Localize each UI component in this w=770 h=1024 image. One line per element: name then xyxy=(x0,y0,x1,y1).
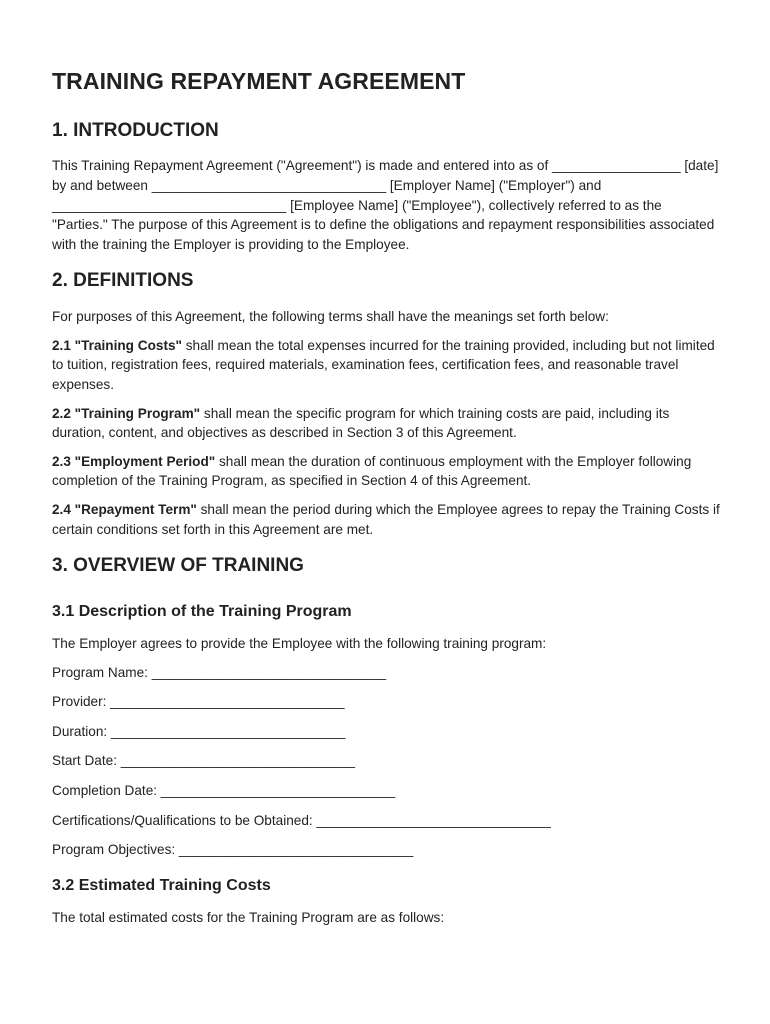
section-overview xyxy=(52,555,720,928)
definition-text: shall mean the duration of continuous employment with the Employer following completion of the Training Program, as specified in Section 4 of this Agreement. xyxy=(52,453,692,489)
section-definitions xyxy=(52,270,720,539)
definition-term: 2.3 "Employment Period" xyxy=(52,453,216,469)
paragraph: This Training Repayment Agreement ("Agreement") is made and entered into as of _________________ [date] by and between _______________________________ [Employer Name] ("Employer") and _______________________________ [Employee Name] ("Employee"), collectively referred to as the "Parties." The purpose of this Agreement is to define the obligations and repayment responsibilities associated with the training the Employer is providing to the Employee. xyxy=(52,158,719,252)
section-heading: 1. INTRODUCTION xyxy=(52,119,219,141)
section-heading: 2. DEFINITIONS xyxy=(52,270,194,292)
form-field-certifications: Certifications/Qualifications to be Obtained: _______________________________ xyxy=(52,812,551,828)
definition-text: shall mean the specific program for which training costs are paid, including its duration, content, and objectives as described in Section 3 of this Agreement. xyxy=(52,405,670,441)
form-field-program-name: Program Name: _______________________________ xyxy=(52,664,387,680)
definition-item xyxy=(52,404,720,443)
definition-text: shall mean the total expenses incurred for the training provided, including but not limited to tuition, registration fees, required materials, examination fees, certification fees, and reasonable travel expenses. xyxy=(52,337,715,392)
form-field-completion-date: Completion Date: _______________________________ xyxy=(52,783,396,799)
definition-term: 2.2 "Training Program" xyxy=(52,405,201,421)
document-page xyxy=(52,68,720,944)
definition-item xyxy=(52,500,720,539)
form-field-start-date: Start Date: _______________________________ xyxy=(52,753,356,769)
definition-term: 2.1 "Training Costs" xyxy=(52,337,182,353)
form-field-program-objectives: Program Objectives: _______________________________ xyxy=(52,842,414,858)
definition-item xyxy=(52,336,720,395)
paragraph: The total estimated costs for the Training Program are as follows: xyxy=(52,910,445,926)
definition-text: shall mean the period during which the Employee agrees to repay the Training Costs if certain conditions set forth in this Agreement are met. xyxy=(52,501,720,537)
paragraph: For purposes of this Agreement, the following terms shall have the meanings set forth below: xyxy=(52,309,609,325)
paragraph: The Employer agrees to provide the Employee with the following training program: xyxy=(52,636,547,652)
subsection-heading: 3.2 Estimated Training Costs xyxy=(52,876,271,894)
definition-term: 2.4 "Repayment Term" xyxy=(52,501,197,517)
form-field-duration: Duration: _______________________________ xyxy=(52,723,346,739)
subsection-heading: 3.1 Description of the Training Program xyxy=(52,602,352,620)
section-heading: 3. OVERVIEW OF TRAINING xyxy=(52,555,304,577)
form-field-provider: Provider: _______________________________ xyxy=(52,694,345,710)
document-title: TRAINING REPAYMENT AGREEMENT xyxy=(52,68,466,94)
definition-item xyxy=(52,452,720,491)
section-introduction xyxy=(52,120,720,255)
